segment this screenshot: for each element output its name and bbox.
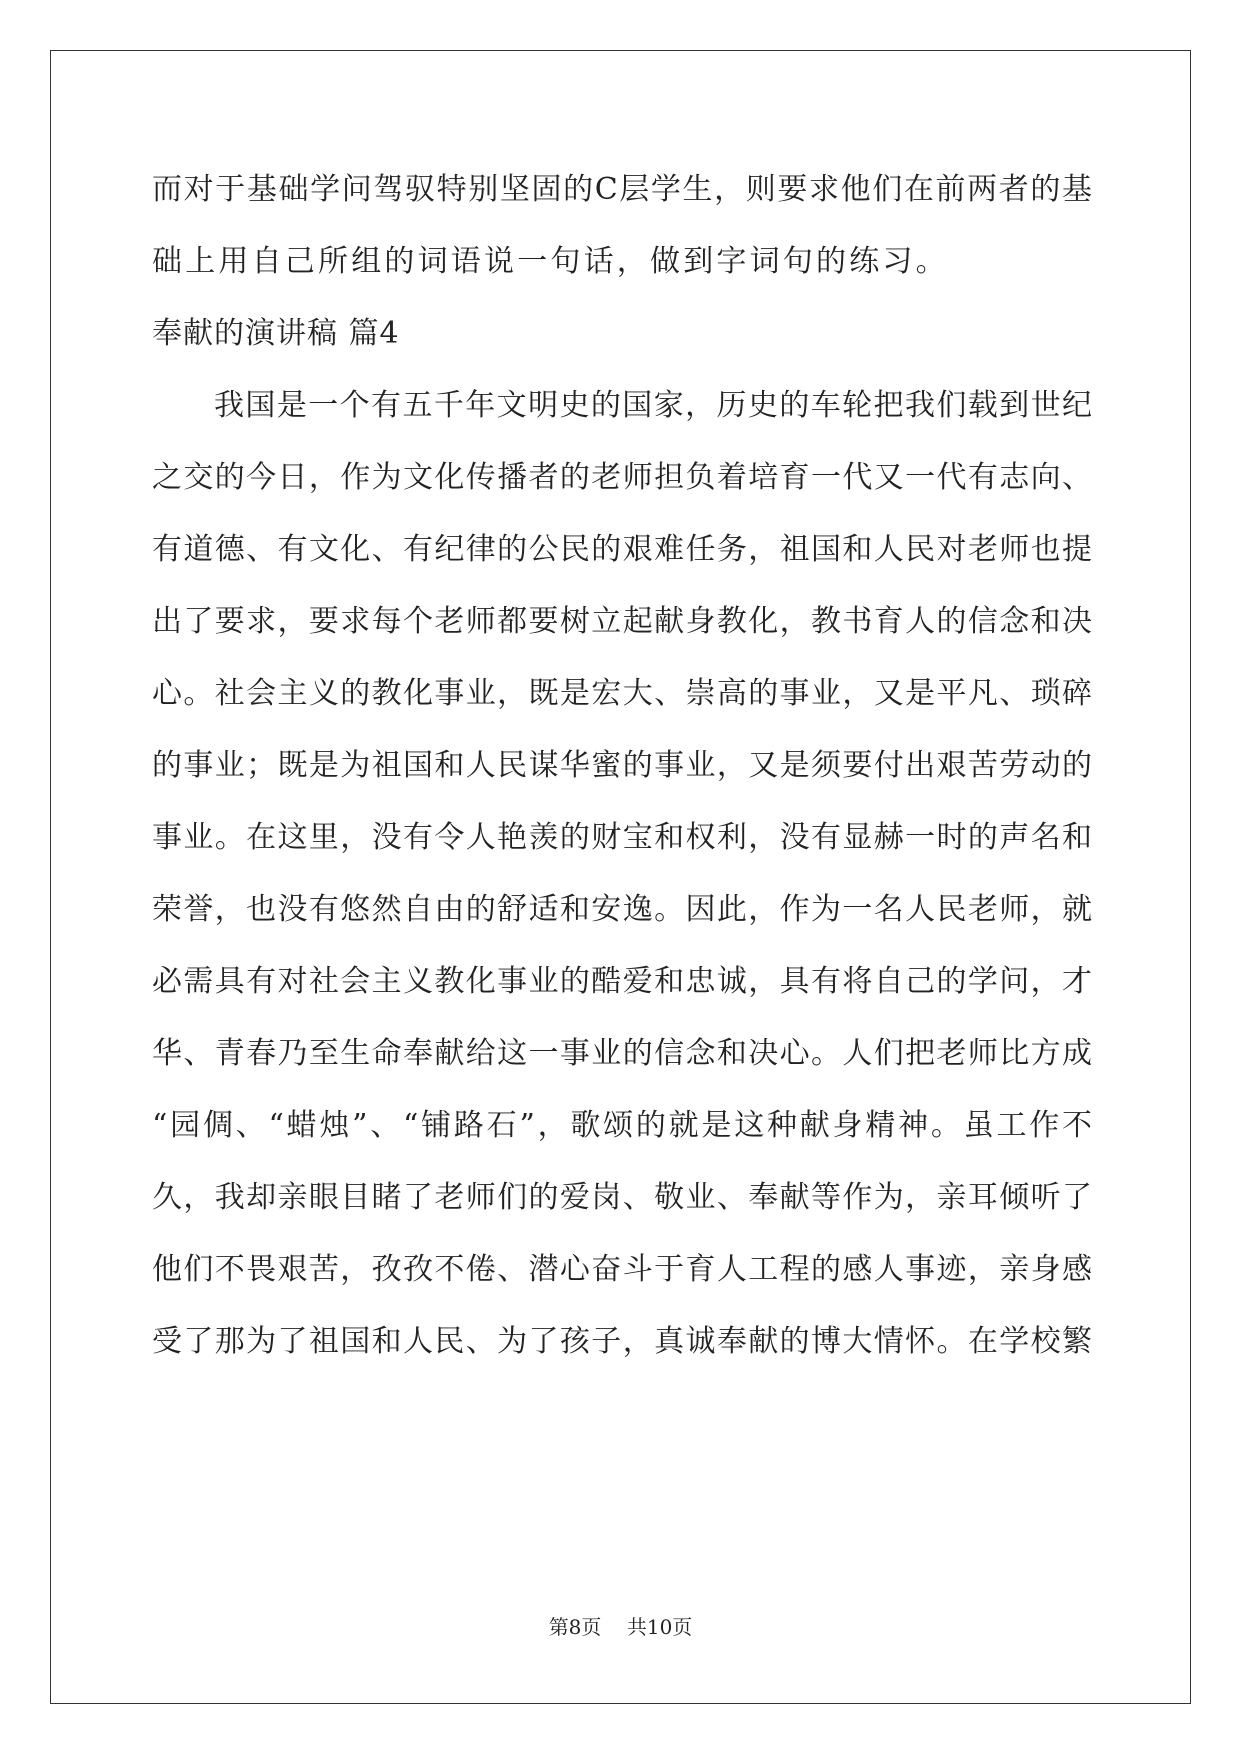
paragraph-line: 心。社会主义的教化事业，既是宏大、崇高的事业，又是平凡、琐碎 — [152, 676, 1092, 711]
paragraph-line: 的事业；既是为祖国和人民谋华蜜的事业，又是须要付出艰苦劳动的 — [152, 748, 1092, 783]
section-heading: 奉献的演讲稿 篇4 — [152, 316, 400, 351]
paragraph-line: 久，我却亲眼目睹了老师们的爱岗、敬业、奉献等作为，亲耳倾听了 — [152, 1180, 1092, 1215]
paragraph-line: 荣誉，也没有悠然自由的舒适和安逸。因此，作为一名人民老师，就 — [152, 892, 1092, 927]
paragraph-line: 础上用自己所组的词语说一句话，做到字词句的练习。 — [152, 244, 949, 279]
paragraph-line: 华、青春乃至生命奉献给这一事业的信念和决心。人们把老师比方成 — [152, 1036, 1092, 1071]
paragraph-line: 而对于基础学问驾驭特别坚固的C层学生，则要求他们在前两者的基 — [152, 172, 1092, 207]
paragraph-line: 事业。在这里，没有令人艳羡的财宝和权利，没有显赫一时的声名和 — [152, 820, 1092, 855]
paragraph-line: “园倜、“蜡烛”、“铺路石”，歌颂的就是这种献身精神。虽工作不 — [152, 1108, 1092, 1143]
document-body — [152, 168, 1092, 1392]
paragraph-line: 必需具有对社会主义教化事业的酷爱和忠诚，具有将自己的学问，才 — [152, 964, 1092, 999]
page-number-footer: 第8页 共10页 — [548, 1615, 693, 1639]
paragraph-line: 之交的今日，作为文化传播者的老师担负着培育一代又一代有志向、 — [152, 460, 1092, 495]
paragraph-line: 出了要求，要求每个老师都要树立起献身教化，教书育人的信念和决 — [152, 604, 1092, 639]
paragraph-line: 有道德、有文化、有纪律的公民的艰难任务，祖国和人民对老师也提 — [152, 532, 1092, 567]
paragraph-line: 我国是一个有五千年文明史的国家，历史的车轮把我们载到世纪 — [214, 388, 1092, 423]
paragraph-line: 受了那为了祖国和人民、为了孩子，真诚奉献的博大情怀。在学校繁 — [152, 1324, 1092, 1359]
paragraph-line: 他们不畏艰苦，孜孜不倦、潜心奋斗于育人工程的感人事迹，亲身感 — [152, 1252, 1092, 1287]
